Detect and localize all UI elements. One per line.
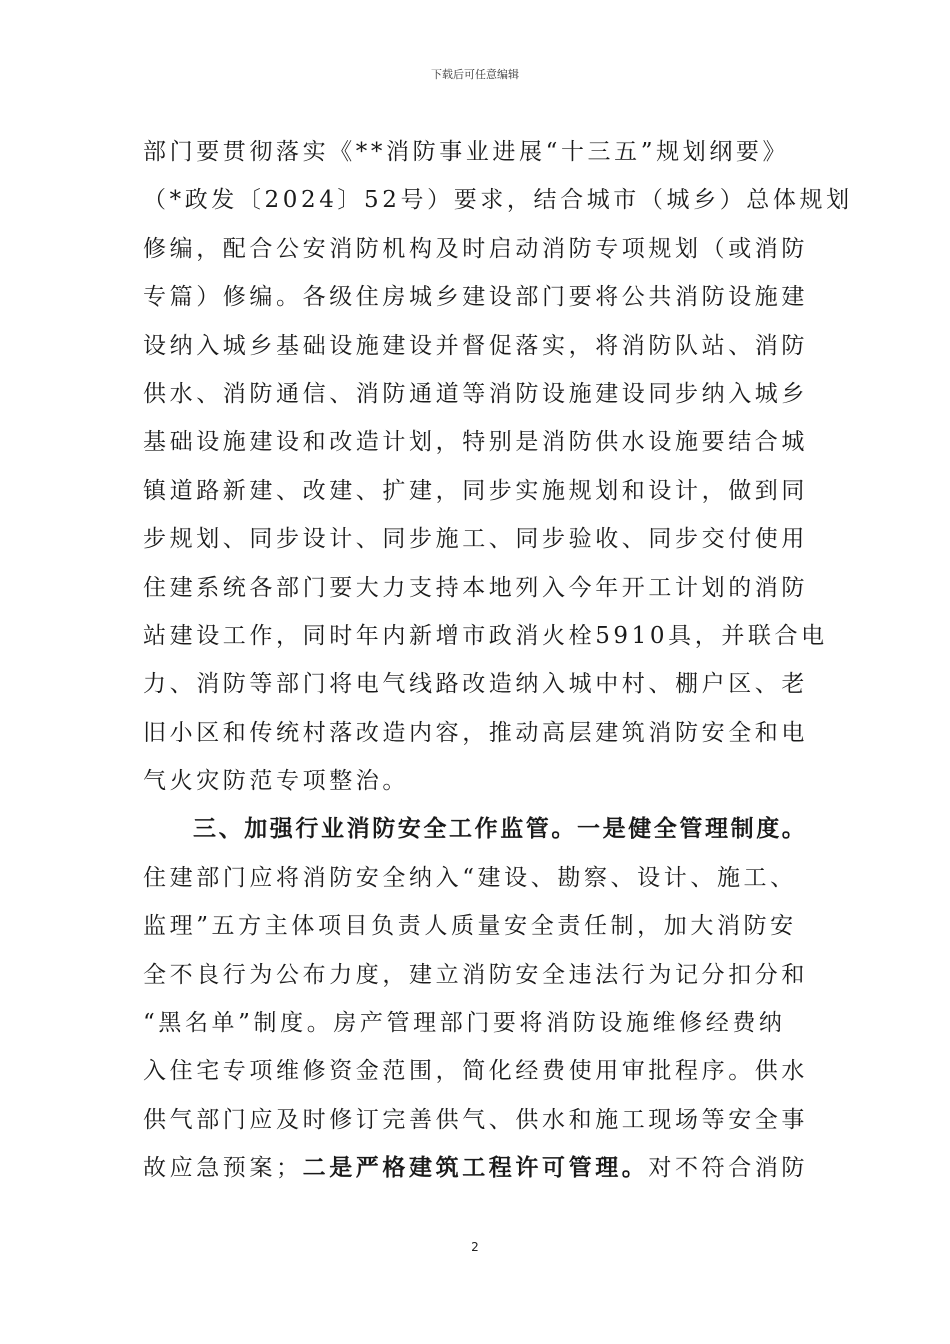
paragraph-line-mixed: [143, 1144, 823, 1192]
paragraph-line: 步规划、同步设计、同步施工、同步验收、同步交付使用: [143, 526, 808, 553]
paragraph-line: 部门要贯彻落实《**消防事业进展“十三五”规划纲要》: [143, 139, 790, 165]
paragraph-line: 设纳入城乡基础设施建设并督促落实，将消防队站、消防: [143, 332, 808, 359]
paragraph-line: 基础设施建设和改造计划，特别是消防供水设施要结合城: [143, 429, 808, 456]
paragraph-line: 供水、消防通信、消防通道等消防设施建设同步纳入城乡: [143, 380, 808, 407]
paragraph-line: 入住宅专项维修资金范围，简化经费使用审批程序。供水: [143, 1058, 808, 1085]
section-heading: 三、加强行业消防安全工作监管。一是健全管理制度。: [193, 815, 808, 843]
text-run: 对不符合消防: [648, 1155, 809, 1182]
paragraph-line: 供气部门应及时修订完善供气、供水和施工现场等安全事: [143, 1106, 808, 1133]
document-body: [143, 128, 853, 1193]
paragraph-line: 专篇）修编。各级住房城乡建设部门要将公共消防设施建: [143, 284, 808, 311]
paragraph-line: （*政发〔2024〕52号）要求，结合城市（城乡）总体规划: [143, 187, 853, 214]
header-note: 下载后可任意编辑: [431, 68, 519, 81]
paragraph-line: “黑名单”制度。房产管理部门要将消防设施维修经费纳: [143, 1010, 786, 1037]
paragraph-line: 镇道路新建、改建、扩建，同步实施规划和设计，做到同: [143, 477, 808, 504]
paragraph-line: 全不良行为公布力度，建立消防安全违法行为记分扣分和: [143, 961, 808, 988]
paragraph-line: 力、消防等部门将电气线路改造纳入城中村、棚户区、老: [143, 671, 808, 698]
paragraph-line: 气火灾防范专项整治。: [143, 768, 409, 795]
bold-text-run: 二是严格建筑工程许可管理。: [302, 1154, 649, 1182]
paragraph-line: 修编，配合公安消防机构及时启动消防专项规划（或消防: [143, 235, 808, 262]
paragraph-line: 站建设工作，同时年内新增市政消火栓5910具，并联合电: [143, 622, 828, 649]
paragraph-line: 监理”五方主体项目负责人质量安全责任制，加大消防安: [143, 913, 797, 940]
paragraph-line: 住建部门应将消防安全纳入“建设、勘察、设计、施工、: [143, 864, 797, 891]
paragraph-line: 住建系统各部门要大力支持本地列入今年开工计划的消防: [143, 574, 808, 601]
paragraph-line: 旧小区和传统村落改造内容，推动高层建筑消防安全和电: [143, 719, 808, 746]
text-run: 故应急预案；: [143, 1155, 303, 1182]
page-number: 2: [471, 1240, 479, 1254]
